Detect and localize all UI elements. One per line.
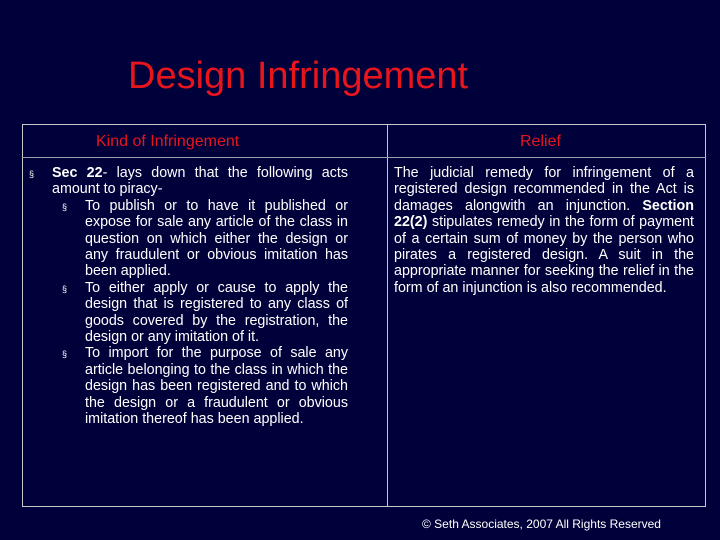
list-item	[52, 345, 348, 427]
column-divider	[387, 124, 388, 507]
bullet-square-icon: §	[62, 283, 68, 294]
list-item	[52, 198, 348, 280]
section-reference: Sec 22	[52, 165, 103, 181]
section-intro-text: - lays down that the following acts amount to piracy-	[52, 165, 348, 198]
bullet-square-icon: §	[29, 169, 35, 179]
list-item-text: To either apply or cause to apply the design that is registered to any class of goods covered by the registration, the design or any imitation of it.	[85, 279, 348, 346]
list-item-text: To publish or to have it published or expose for sale any article of the class in question on which either the design or any fraudulent or obvious imitation has been applied.	[85, 197, 348, 280]
relief-text-part2: stipulates remedy in the form of payment of a certain sum of money by the person who pirates a registered design. A suit in the appropriate manner for seeking the relief in the form of an injunction is also recommended.	[394, 214, 694, 296]
relief-column	[394, 165, 694, 296]
copyright-footer: © Seth Associates, 2007 All Rights Reserved	[422, 517, 661, 531]
list-item-text: To import for the purpose of sale any article belonging to the class in which the design has been registered and to which the design or a fraudulent or obvious imitation thereof has been applied.	[85, 345, 348, 428]
list-item	[52, 280, 348, 346]
relief-text-part1: The judicial remedy for infringement of a registered design recommended in the Act is damages alongwith an injunction.	[394, 165, 694, 214]
infringement-column	[52, 165, 348, 428]
bullet-square-icon: §	[62, 349, 68, 360]
section-reference: Section 22(2)	[394, 197, 694, 231]
column-header-kind: Kind of Infringement	[96, 133, 240, 150]
section-intro	[52, 165, 348, 198]
column-header-relief: Relief	[520, 133, 561, 150]
header-divider	[22, 157, 706, 158]
slide-title: Design Infringement	[128, 55, 469, 97]
relief-paragraph	[394, 165, 694, 296]
bullet-square-icon: §	[62, 201, 68, 212]
